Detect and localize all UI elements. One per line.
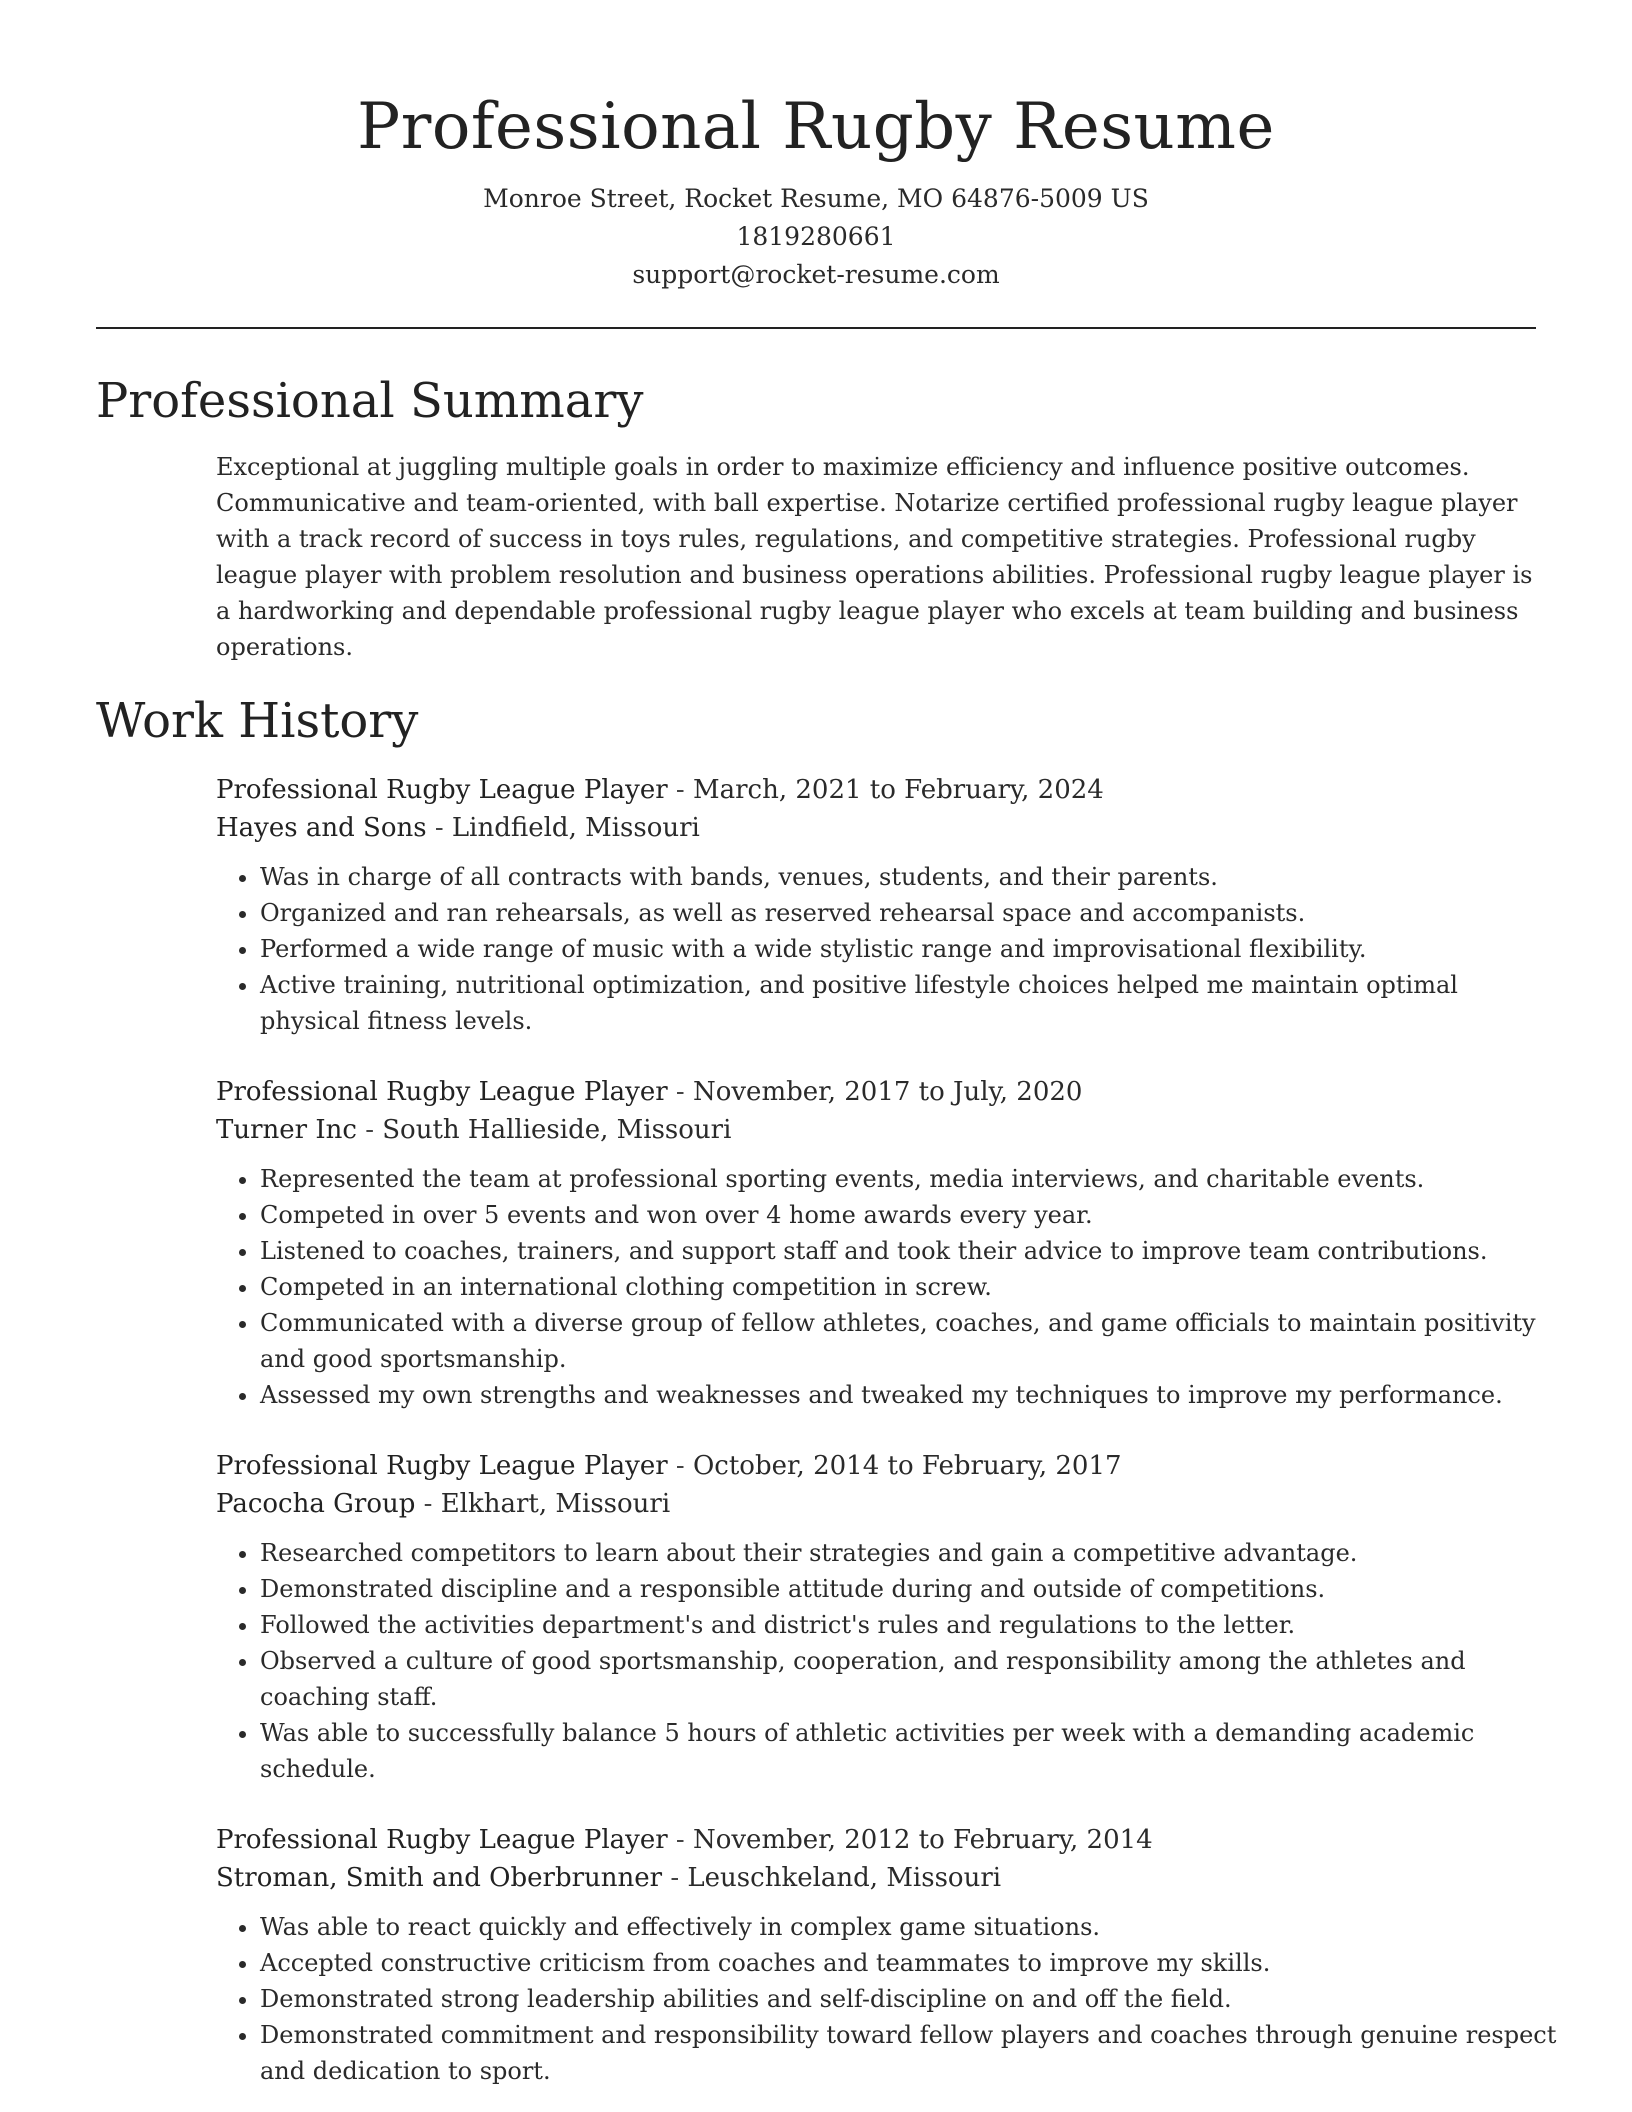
job-bullet: • Followed the activities department's and district's rules and regulations to the letter.	[260, 1607, 1560, 1643]
job-role: Professional Rugby League Player	[216, 1825, 668, 1855]
job-separator: -	[675, 1825, 685, 1855]
job-company-line	[216, 1859, 1536, 1897]
contact-address: Monroe Street, Rocket Resume, MO 64876-5009 US	[483, 184, 1149, 213]
work-history-list	[216, 771, 1557, 2089]
job-entry	[216, 1073, 1536, 1413]
job-dates: October, 2014 to February, 2017	[692, 1451, 1122, 1481]
job-location: Leuschkeland, Missouri	[687, 1863, 1002, 1893]
job-location: Lindfield, Missouri	[451, 813, 700, 843]
job-dates: November, 2012 to February, 2014	[692, 1825, 1153, 1855]
job-company: Stroman, Smith and Oberbrunner	[216, 1863, 663, 1893]
resume-page	[96, 0, 1557, 2089]
job-company-line	[216, 1485, 1536, 1523]
job-separator: -	[365, 1115, 374, 1145]
job-bullet: • Observed a culture of good sportsmanship, cooperation, and responsibility among the athletes and coaching staff.	[260, 1643, 1560, 1715]
job-title-line	[216, 771, 1536, 809]
job-bullet: • Represented the team at professional sporting events, media interviews, and charitable events.	[260, 1161, 1560, 1197]
job-bullet: • Demonstrated strong leadership abilities and self-discipline on and off the field.	[260, 1981, 1560, 2017]
summary-text: Exceptional at juggling multiple goals in order to maximize efficiency and influence positive outcomes. Communicative and team-oriented, with ball expertise. Notarize certified professional rugby league player with a track record of success in toys rules, regulations, and competitive strategies. Professional rugby league player with problem resolution and business operations abilities. Professional rugby league player is a hardworking and dependable professional rugby league player who excels at team building and business operations.	[216, 453, 1533, 661]
job-separator: -	[675, 775, 685, 805]
job-bullet-list	[216, 1535, 1560, 1787]
job-bullet: • Was in charge of all contracts with bands, venues, students, and their parents.	[260, 859, 1560, 895]
job-separator: -	[670, 1863, 680, 1893]
job-bullet-list	[216, 1161, 1560, 1413]
job-company: Turner Inc	[216, 1115, 357, 1145]
job-company-line	[216, 1111, 1536, 1149]
job-separator: -	[423, 1489, 433, 1519]
job-bullet: • Organized and ran rehearsals, as well as reserved rehearsal space and accompanists.	[260, 895, 1560, 931]
job-company: Hayes and Sons	[216, 813, 427, 843]
job-bullet: • Researched competitors to learn about their strategies and gain a competitive advantage.	[260, 1535, 1560, 1571]
job-bullet: • Was able to react quickly and effectively in complex game situations.	[260, 1909, 1560, 1945]
job-bullet: • Active training, nutritional optimization, and positive lifestyle choices helped me maintain optimal physical fitness levels.	[260, 967, 1560, 1039]
job-bullet-list	[216, 859, 1560, 1039]
job-bullet: • Performed a wide range of music with a wide stylistic range and improvisational flexibility.	[260, 931, 1560, 967]
contact-phone: 1819280661	[736, 222, 896, 251]
job-company: Pacocha Group	[216, 1489, 416, 1519]
job-title-line	[216, 1821, 1536, 1859]
job-company-line	[216, 809, 1536, 847]
job-bullet: • Competed in over 5 events and won over 4 home awards every year.	[260, 1197, 1560, 1233]
job-role: Professional Rugby League Player	[216, 1451, 668, 1481]
job-separator: -	[675, 1451, 685, 1481]
contact-email: support@rocket-resume.com	[632, 260, 1000, 289]
job-dates: November, 2017 to July, 2020	[692, 1077, 1083, 1107]
job-bullet: • Communicated with a diverse group of fellow athletes, coaches, and game officials to maintain positivity and good sportsmanship.	[260, 1305, 1560, 1377]
job-bullet: • Demonstrated discipline and a responsible attitude during and outside of competitions.	[260, 1571, 1560, 1607]
job-bullet: • Listened to coaches, trainers, and support staff and took their advice to improve team contributions.	[260, 1233, 1560, 1269]
resume-header	[96, 0, 1536, 294]
job-entry	[216, 1447, 1536, 1787]
job-role: Professional Rugby League Player	[216, 775, 668, 805]
work-history-heading: Work History	[96, 693, 419, 749]
job-dates: March, 2021 to February, 2024	[692, 775, 1104, 805]
job-title-line	[216, 1447, 1536, 1485]
job-bullet: • Competed in an international clothing competition in screw.	[260, 1269, 1560, 1305]
summary-heading: Professional Summary	[96, 373, 644, 429]
job-entry	[216, 1821, 1557, 2089]
job-separator: -	[434, 813, 444, 843]
job-bullet: • Was able to successfully balance 5 hours of athletic activities per week with a demanding academic schedule.	[260, 1715, 1560, 1787]
job-bullet-list	[216, 1909, 1560, 2089]
job-title-line	[216, 1073, 1536, 1111]
header-divider	[96, 327, 1536, 329]
job-bullet: • Assessed my own strengths and weaknesses and tweaked my techniques to improve my performance.	[260, 1377, 1560, 1413]
job-location: Elkhart, Missouri	[440, 1489, 671, 1519]
job-entry	[216, 771, 1536, 1039]
job-bullet: • Accepted constructive criticism from coaches and teammates to improve my skills.	[260, 1945, 1560, 1981]
resume-name: Professional Rugby Resume	[357, 90, 1275, 164]
job-separator: -	[675, 1077, 685, 1107]
job-role: Professional Rugby League Player	[216, 1077, 668, 1107]
contact-block	[96, 180, 1536, 294]
job-location: South Hallieside, Missouri	[382, 1115, 732, 1145]
job-bullet: • Demonstrated commitment and responsibility toward fellow players and coaches through genuine respect and dedication to sport.	[260, 2017, 1560, 2089]
